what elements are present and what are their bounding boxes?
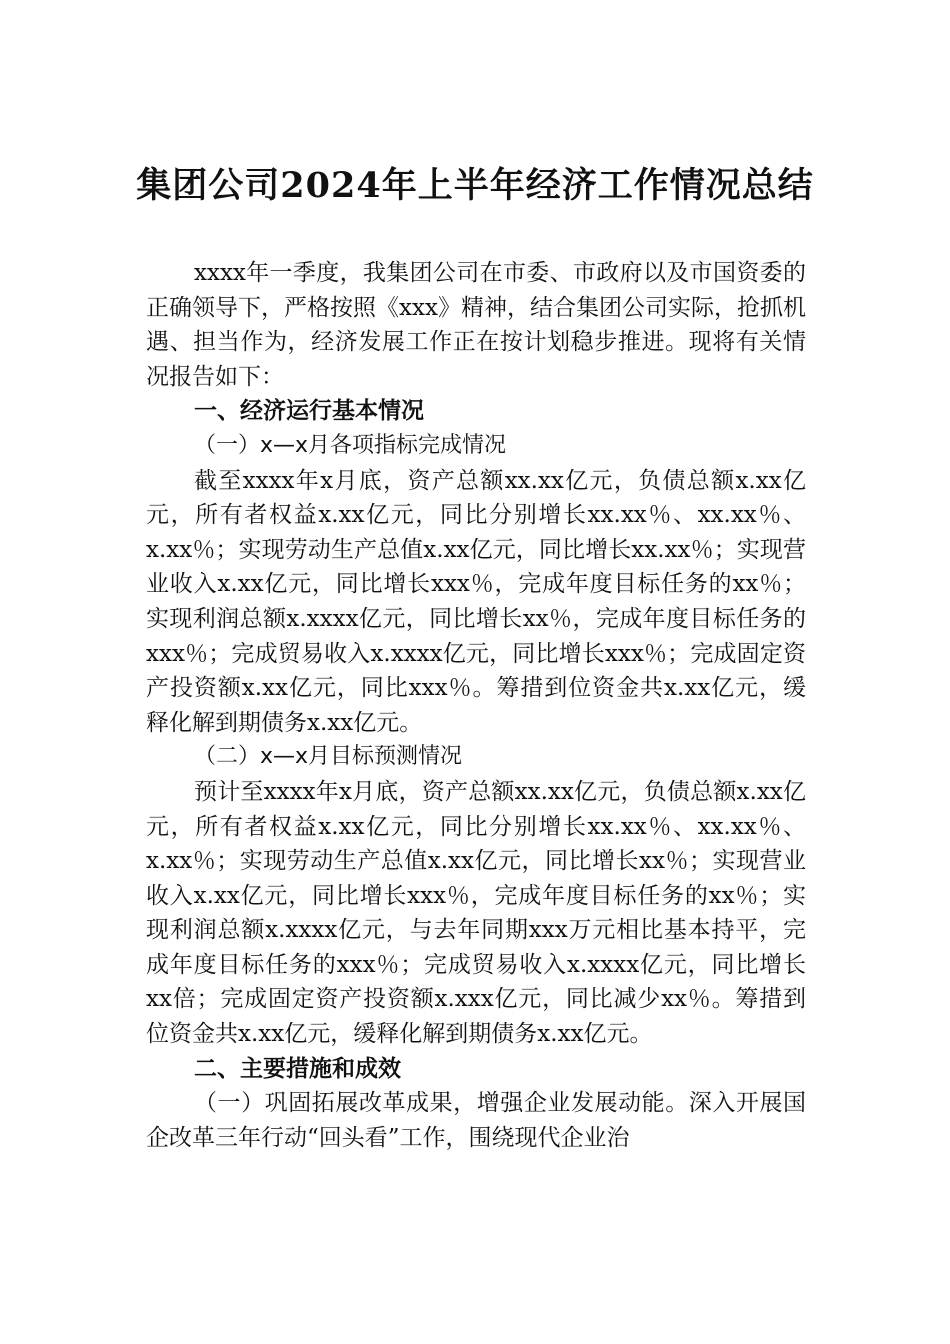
section1-sub2-paragraph: 预计至xxxx年x月底，资产总额xx.xx亿元，负债总额x.xx亿元，所有者权益x.xx亿元，同比分别增长xx.xx％、xx.xx％、x.xx％；实现劳动生产总值x.xx亿元，同比增长xx％；实现营业收入x.xx亿元，同比增长xxx％，完成年度目标任务的xx％；实现利润总额x.xxxx亿元，与去年同期xxx万元相比基本持平，完成年度目标任务的xxx％；完成贸易收入x.xxxx亿元，同比增长xx倍；完成固定资产投资额x.xxx亿元，同比减少xx％。筹措到位资金共x.xx亿元，缓释化解到期债务x.xx亿元。 <box>146 778 806 1048</box>
section1-sub2-heading: （二）x—x月目标预测情况 <box>194 744 463 770</box>
section1-sub1-paragraph: 截至xxxx年x月底，资产总额xx.xx亿元，负债总额x.xx亿元，所有者权益x.xx亿元，同比分别增长xx.xx％、xx.xx％、x.xx％；实现劳动生产总值x.xx亿元，同比增长xx.xx％；实现营业收入x.xx亿元，同比增长xxx％，完成年度目标任务的xx％；实现利润总额x.xxxx亿元，同比增长xx％，完成年度目标任务的xxx％；完成贸易收入x.xxxx亿元，同比增长xxx％；完成固定资产投资额x.xx亿元，同比xxx％。筹措到位资金共x.xx亿元，缓释化解到期债务x.xx亿元。 <box>146 467 806 736</box>
section2-sub1-paragraph: （一）巩固拓展改革成果，增强企业发展动能。深入开展国企改革三年行动“回头看”工作，围绕现代企业治 <box>146 1090 806 1151</box>
intro-paragraph: xxxx年一季度，我集团公司在市委、市政府以及市国资委的正确领导下，严格按照《xxx》精神，结合集团公司实际，抢抓机遇、担当作为，经济发展工作正在按计划稳步推进。现将有关情况报告如下： <box>146 260 806 390</box>
section2-heading: 二、主要措施和成效 <box>194 1055 401 1082</box>
document-title: 集团公司2024年上半年经济工作情况总结 <box>136 165 814 206</box>
section1-sub1-heading: （一）x—x月各项指标完成情况 <box>194 432 507 458</box>
document-body <box>146 256 806 1155</box>
section1-heading: 一、经济运行基本情况 <box>194 398 424 425</box>
